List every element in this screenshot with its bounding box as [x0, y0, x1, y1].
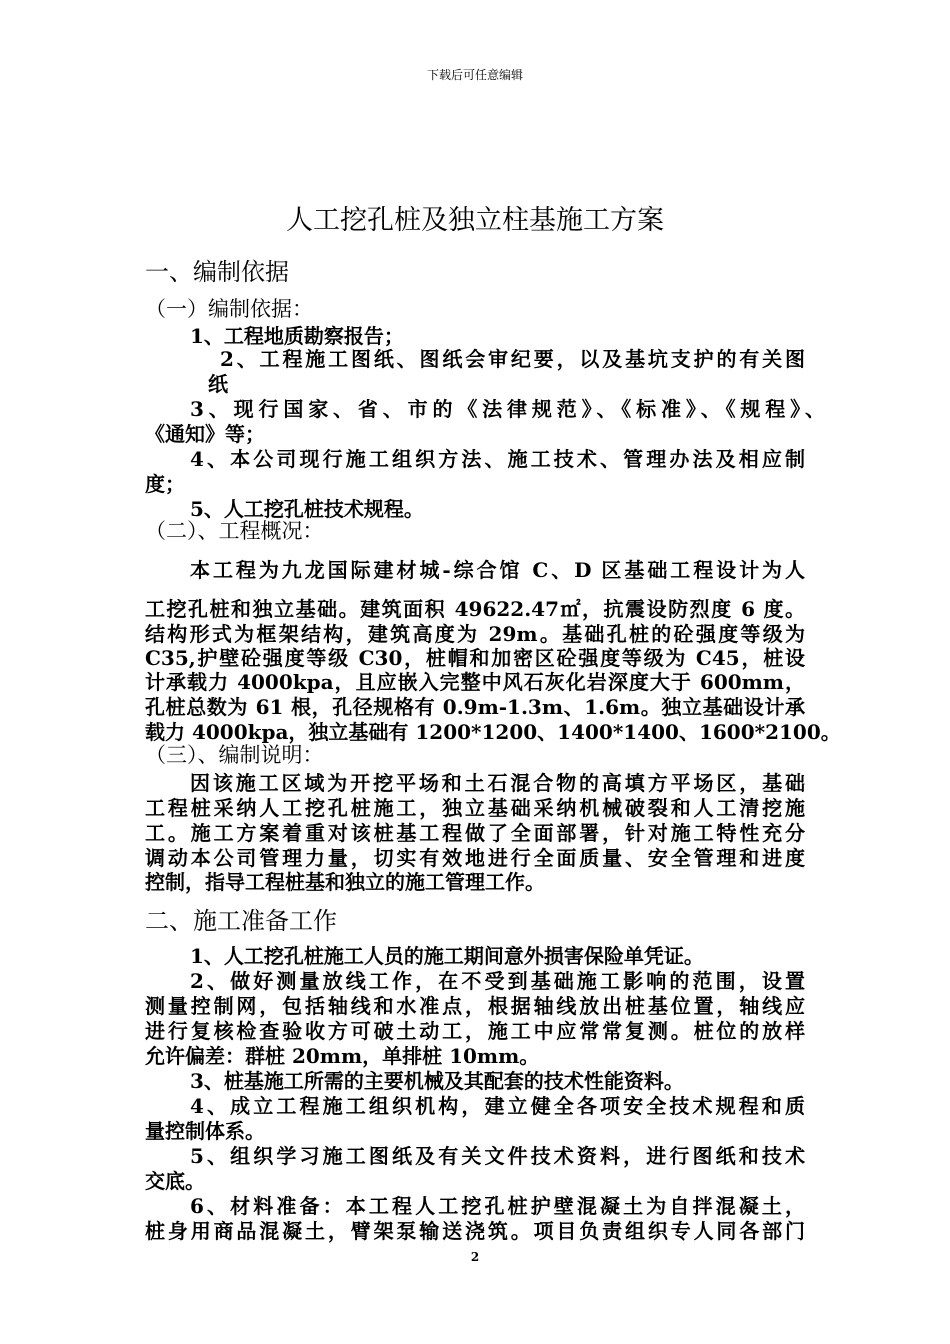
text-line: 工程桩采纳人工挖孔桩施工，独立基础采纳机械破裂和人工清挖施 [145, 796, 805, 820]
text-line: 因该施工区域为开挖平场和土石混合物的高填方平场区，基础 [190, 771, 805, 795]
text-line: 载力 4000kpa，独立基础有 1200*1200、1400*1400、1600*2100。 [145, 720, 841, 744]
text-line: 工。施工方案着重对该桩基工程做了全面部署，针对施工特性充分 [145, 821, 805, 845]
text-line: 1、工程地质勘察报告； [190, 324, 404, 348]
text-line: 5、人工挖孔桩技术规程。 [190, 497, 424, 521]
text-line: 测量控制网，包括轴线和水准点，根据轴线放出桩基位置，轴线应 [145, 994, 805, 1018]
text-line: 4、本公司现行施工组织方法、施工技术、管理办法及相应制 [190, 447, 805, 471]
text-line: 6、材料准备：本工程人工挖孔桩护壁混凝土为自拌混凝土， [190, 1194, 805, 1218]
subsection-heading-1: （一）编制依据： [145, 297, 313, 321]
document-title: 人工挖孔桩及独立柱基施工方案 [286, 205, 664, 236]
section-heading-2: 二、施工准备工作 [145, 907, 337, 935]
text-line: 本工程为九龙国际建材城-综合馆 C、D 区基础工程设计为人 [190, 558, 805, 582]
text-line: 纸 [208, 372, 228, 396]
page-number: 2 [470, 1250, 480, 1264]
text-line: 结构形式为框架结构，建筑高度为 29m。基础孔桩的砼强度等级为 [145, 622, 805, 646]
subsection-heading-3: （三）、编制说明： [145, 743, 324, 767]
text-line: 调动本公司管理力量，切实有效地进行全面质量、安全管理和进度 [145, 846, 805, 870]
text-line: 计承载力 4000kpa，且应嵌入完整中风石灰化岩深度大于 600mm， [145, 670, 805, 694]
section-heading-1: 一、编制依据 [145, 258, 289, 286]
text-line: 度； [145, 472, 185, 496]
text-line: 桩身用商品混凝土，臂架泵输送浇筑。项目负责组织专人同各部门 [145, 1219, 805, 1243]
text-line: 3、现行国家、省、市的《法律规范》、《标准》、《规程》、 [190, 397, 825, 421]
text-line: 交底。 [145, 1169, 205, 1193]
text-line: 5、组织学习施工图纸及有关文件技术资料，进行图纸和技术 [190, 1144, 805, 1168]
subsection-heading-2: （二）、工程概况： [145, 519, 324, 543]
text-line: 控制，指导工程桩基和独立的施工管理工作。 [145, 870, 545, 894]
text-line: 进行复核检查验收方可破土动工，施工中应常常复测。桩位的放样 [145, 1019, 805, 1043]
text-line: 2、工程施工图纸、图纸会审纪要，以及基坑支护的有关图 [220, 347, 805, 371]
text-line: 2、做好测量放线工作，在不受到基础施工影响的范围，设置 [190, 969, 805, 993]
text-line: C35,护壁砼强度等级 C30，桩帽和加密区砼强度等级为 C45，桩设 [145, 646, 805, 670]
text-line: 3、桩基施工所需的主要机械及其配套的技术性能资料。 [190, 1069, 684, 1093]
text-line: 《通知》等； [145, 422, 265, 446]
page-header: 下载后可任意编辑 [426, 68, 523, 82]
text-line: 工挖孔桩和独立基础。建筑面积 49622.47㎡，抗震设防烈度 6 度。 [145, 597, 805, 621]
text-line: 1、人工挖孔桩施工人员的施工期间意外损害保险单凭证。 [190, 944, 704, 968]
text-line: 孔桩总数为 61 根，孔径规格有 0.9m-1.3m、1.6m。独立基础设计承 [145, 695, 805, 719]
text-line: 4、成立工程施工组织机构，建立健全各项安全技术规程和质 [190, 1094, 805, 1118]
text-line: 允许偏差：群桩 20mm，单排桩 10mm。 [145, 1044, 540, 1068]
text-line: 量控制体系。 [145, 1119, 265, 1143]
